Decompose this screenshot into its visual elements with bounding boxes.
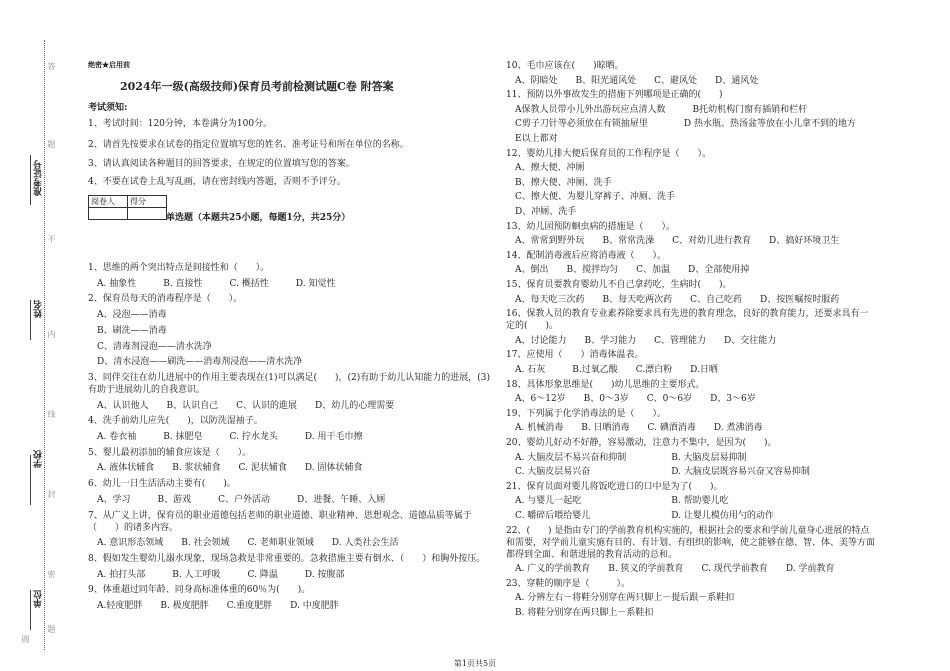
answer-options: A、浸泡——消毒	[88, 310, 167, 321]
name-label: 姓名	[34, 300, 44, 318]
answer-options: A、擦大便、冲厕	[506, 163, 585, 174]
answer-options: A、阴暗处 B、阳光通风处 C、避风处 D、通风处	[506, 75, 759, 86]
answer-options: A. 与婴儿一起吃 B. 帮助婴儿吃	[506, 496, 729, 507]
seal-mark: 题	[47, 625, 56, 633]
seal-mark: 圆	[21, 635, 30, 643]
answer-options: C. 嚼碎后喂给婴儿 D. 让婴儿模仿用勺的动作	[506, 511, 774, 521]
answer-options: D、冲厕、洗手	[506, 207, 577, 217]
question-stem: 7、从广义上讲，保育员的职业道德包括老师的职业道德、职业精神、思想观念、道德品质等属于（ ）的诸多内容。	[88, 510, 472, 533]
school-label: 学校	[34, 450, 44, 468]
question-stem: 23、穿鞋的顺序是（ ）。	[506, 578, 630, 589]
answer-options: E以上都对	[506, 134, 558, 144]
notice-item: 1、考试时间：120分钟，本卷满分为100分。	[88, 119, 273, 129]
answer-options: A. 意识形态领域 B. 社会领域 C. 老师职业领域 D. 人类社会生活	[88, 538, 399, 549]
question-stem: 3、同伴交往在幼儿进展中的作用主要表现在(1)可以满足( )，(2)有助于幼儿认知能力的进展，(3)有助于进展幼儿的自我意识。	[88, 372, 490, 395]
unit-label: 单位	[34, 590, 44, 608]
question-stem: 14、配制消毒液后应将消毒液（ ）。	[506, 250, 666, 261]
notice-item: 3、请认真阅读各种题目的回答要求，在规定的位置填写您的答案。	[88, 159, 355, 169]
answer-options: A. 石灰 B.过氧乙酸 C.漂白粉 D.日晒	[506, 365, 718, 375]
question-stem: 1、思维的两个突出特点是间接性和（ ）。	[88, 263, 270, 273]
seal-mark: 线	[47, 410, 56, 418]
confidential-mark: 绝密★启用前	[88, 60, 130, 69]
answer-options: A. 拍打头部 B. 人工呼吸 C. 降温 D. 按腹部	[88, 569, 345, 580]
question-stem: 13、幼儿园预防蛔虫病的措施是（ ）。	[506, 221, 675, 232]
question-stem: 15、保育员要教育婴幼儿不自己拿药吃，生病时( )。	[506, 280, 732, 290]
answer-options: A保教人员带小儿外出游玩应点清人数 B托幼机构门窗有插销和栏杆	[506, 104, 808, 115]
grader-label: 阅卷人	[89, 196, 128, 208]
question-stem: 16、保教人员的教育专业素养除要求具有先进的教育理念，良好的教育能力，还要求具有一定的( )。	[506, 309, 869, 332]
question-stem: 8、假如发生婴幼儿溺水现象，现场急救是非常重要的。急救措施主要有倒水、（ ）和胸外按压。	[88, 553, 486, 564]
answer-options: A、常常到野外玩 B、常常洗澡 C、对幼儿进行教育 D、搞好环境卫生	[506, 236, 840, 247]
question-stem: 6、幼儿一日生活活动主要有( )。	[88, 479, 236, 490]
question-stem: 18、具体形象思维是( )幼儿思维的主要形式。	[506, 379, 705, 390]
answer-options: A. 分辨左右－将鞋分别穿在两只脚上－提后跟－系鞋扣	[506, 593, 735, 604]
answer-options: A. 卷衣袖 B. 抹肥皂 C. 拧水龙头 D. 用干毛巾擦	[88, 432, 363, 442]
question-stem: 4、洗手前幼儿应先( )，以防洗湿袖子。	[88, 416, 263, 427]
question-stem: 5、婴儿最初添加的辅食应该是（ ）。	[88, 447, 252, 458]
answer-options: A、认识他人 B、认识自己 C、认识的進展 D、幼儿的心理需要	[88, 400, 395, 411]
answer-options: B. 将鞋分别穿在两只脚上－系鞋扣	[506, 608, 654, 618]
answer-options: B、擦大便、冲厕、洗手	[506, 177, 612, 188]
answer-options: A、6～12岁 B、0～3岁 C、0～6岁 D、3～6岁	[506, 394, 756, 405]
answer-options: C、清毒剂浸泡——清水洗净	[88, 341, 212, 352]
question-stem: 9、体重超过同年龄、同身高标准体重的60％为( )。	[88, 585, 311, 596]
answer-options: A. 机械消毒 B. 日晒消毒 C. 碘酒消毒 D. 煮沸消毒	[506, 423, 763, 434]
score-cell[interactable]	[128, 208, 167, 220]
notice-heading: 考试须知:	[88, 103, 128, 113]
question-stem: 11、预防以外事故发生的措施下列哪项是正确的( )	[506, 90, 723, 101]
binding-dotted-line	[44, 40, 45, 650]
answer-options: A. 抽象性 B. 直接性 C. 概括性 D. 知觉性	[88, 278, 336, 289]
question-stem: 20、婴幼儿好动不好静，容易激动，注意力不集中，是因为( )。	[506, 438, 777, 448]
question-stem: 19、下列属于化学消毒法的是（ ）。	[506, 408, 666, 419]
exam-number-label: 准考证号	[34, 160, 44, 196]
seal-mark: 题	[47, 140, 56, 148]
answer-options: A.轻度肥胖 B. 极度肥胖 C.重度肥胖 D. 中度肥胖	[88, 601, 339, 611]
answer-options: D、清水浸泡——刷洗——消毒剂浸泡——清水洗净	[88, 357, 303, 368]
notice-item: 2、请首先按要求在试卷的指定位置填写您的姓名、准考证号和所在单位的名称。	[88, 140, 409, 150]
seal-mark: 封	[47, 490, 56, 498]
answer-options: A、学习 B、游戏 C、户外活动 D、进餐、午睡、入厕	[88, 494, 386, 505]
question-stem: 17、应使用（ ）消毒体温表。	[506, 350, 644, 361]
score-label: 得分	[128, 196, 167, 208]
seal-mark: 答	[47, 62, 56, 70]
question-stem: 12、婴幼儿排大便后保育员的工作程序是（ ）。	[506, 148, 711, 159]
binding-margin	[0, 0, 60, 671]
answer-options: A. 液体状辅食 B. 浆状辅食 C. 泥状辅食 D. 固体状辅食	[88, 463, 363, 474]
answer-options: C、擦大便、为婴儿穿裤子、冲厕、洗手	[506, 192, 675, 203]
unit-underline	[30, 590, 31, 630]
exam-title: 2024年一级(高级技师)保育员考前检测试题C卷 附答案	[120, 80, 394, 93]
notice-item: 4、不要在试卷上乱写乱画，请在密封线内答题，否则不予评分。	[88, 177, 346, 187]
answer-options: B、刷洗——消毒	[88, 325, 167, 336]
question-stem: 22、( ) 是指由专门的学前教育机构实施的，根据社会的要求和学前儿童身心进展的特点和需要，对学前儿童实施有目的、有计划、有组织的影响，使之能够在德、智、体、美等方面都得到全面、和谐进展的教育活动的总和。	[506, 525, 876, 560]
answer-options: A、讨论能力 B、学习能力 C、管理能力 D、交往能力	[506, 335, 777, 346]
page-footer: 第1页共5页	[453, 659, 497, 668]
answer-options: C剪子刀针等必须放在有锁抽屉里 D 热水瓶、热汤盆等放在小儿拿不到的地方	[506, 119, 856, 130]
question-stem: 10、毛巾应该在( )晾晒。	[506, 61, 624, 71]
exam-number-underline	[30, 155, 31, 205]
section-title: 单选题（本题共25小题，每题1分，共25分）	[166, 213, 351, 223]
school-underline	[30, 455, 31, 505]
question-stem: 2、保育员每天的消毒程序是（ ）。	[88, 294, 243, 305]
answer-options: A、每天吃三次药 B、每天吃两次药 C、自己吃药 D、按医嘱按时服药	[506, 294, 840, 305]
grader-cell[interactable]	[89, 208, 128, 220]
name-underline	[30, 300, 31, 340]
seal-mark: 内	[47, 330, 56, 338]
seal-mark: 密	[47, 570, 56, 578]
question-stem: 21、保育员面对婴儿将饭吃进口的口中是为了( )。	[506, 481, 723, 492]
answer-options: A. 大脑皮层不易兴奋和抑制 B. 大脑皮层易抑制	[506, 452, 747, 463]
score-table	[88, 195, 167, 220]
answer-options: A、倒出 B、搅拌均匀 C、加温 D、全部使用掉	[506, 265, 750, 276]
answer-options: C. 大脑皮层易兴奋 D. 大脑皮层既容易兴奋又容易抑制	[506, 467, 810, 478]
answer-options: A. 广义的学前教育 B. 狭义的学前教育 C. 现代学前教育 D. 学前教育	[506, 564, 835, 575]
seal-mark: 不	[47, 235, 56, 243]
